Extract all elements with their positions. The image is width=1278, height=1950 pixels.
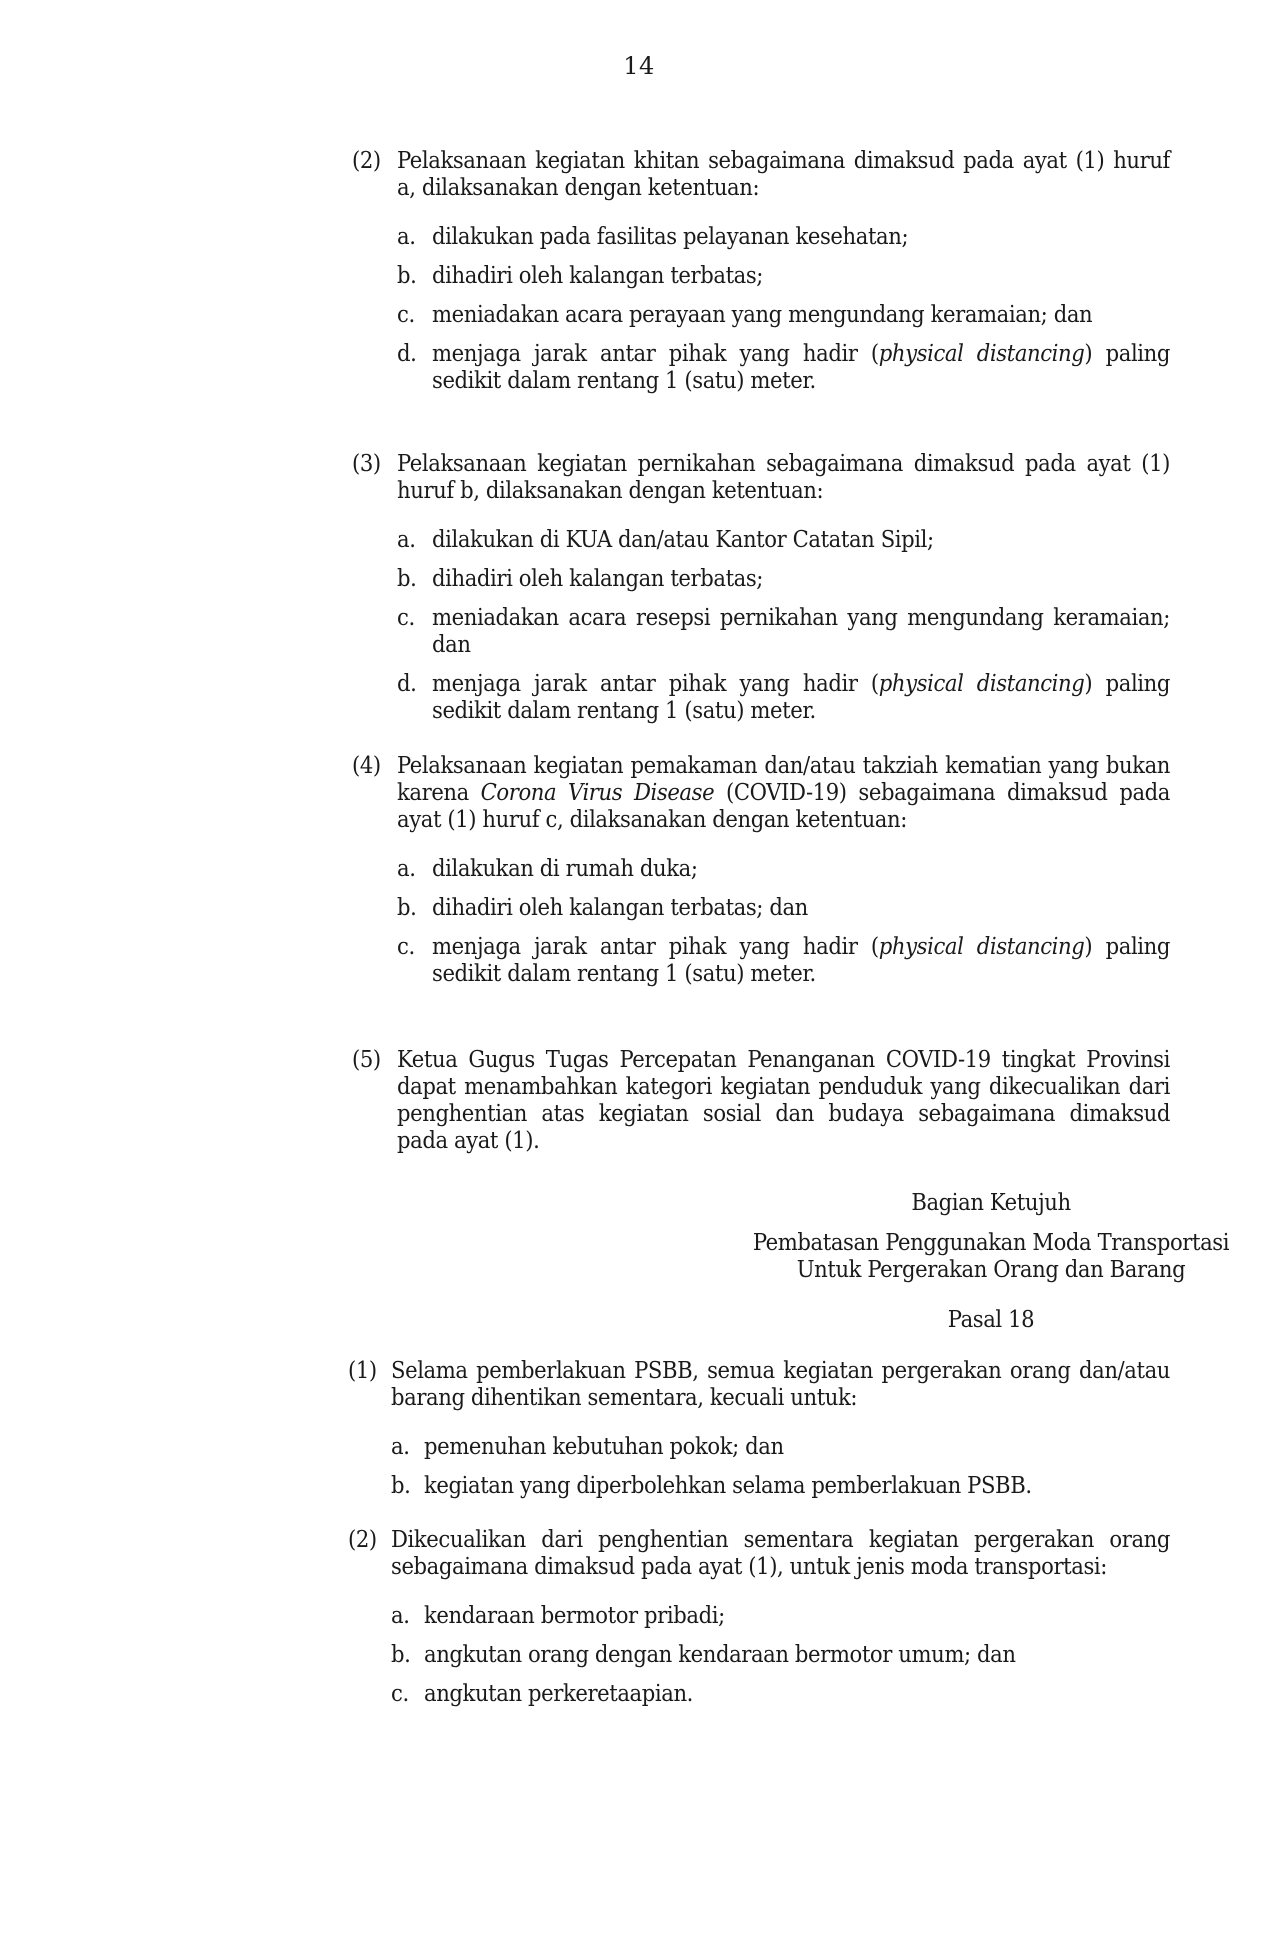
- item-text-part: menjaga jarak antar pihak yang hadir (: [432, 669, 879, 697]
- italic-term: physical distancing: [878, 932, 1085, 960]
- part-title-line-2: Untuk Pergerakan Orang dan Barang: [796, 1255, 1186, 1283]
- list-item: [397, 340, 1170, 394]
- ayat-text: Pelaksanaan kegiatan pernikahan sebagaimana dimaksud pada ayat (1) huruf b, dilaksanakan dengan ketentuan:: [397, 449, 1170, 504]
- item-text-part: ) paling sedikit dalam rentang 1 (satu) meter.: [432, 669, 1171, 724]
- italic-term: Corona Virus Disease: [480, 778, 715, 806]
- list-item: [397, 301, 1170, 328]
- item-label: b.: [397, 893, 417, 921]
- item-text: angkutan orang dengan kendaraan bermotor umum; dan: [424, 1640, 1016, 1668]
- section-heading: [352, 1189, 1278, 1333]
- item-list: [391, 1602, 1170, 1707]
- item-list: [397, 855, 1170, 987]
- list-item: [391, 1680, 1170, 1707]
- item-list: [397, 526, 1170, 724]
- item-label: a.: [397, 854, 416, 882]
- item-text: kendaraan bermotor pribadi;: [424, 1601, 725, 1629]
- ayat-number: (1): [348, 1356, 377, 1384]
- item-text: [432, 670, 1170, 724]
- item-text: meniadakan acara resepsi pernikahan yang mengundang keramaian; dan: [432, 603, 1170, 658]
- item-text: [432, 933, 1170, 987]
- list-item: [397, 604, 1170, 658]
- item-label: c.: [391, 1679, 409, 1707]
- ayat-4: [352, 752, 1170, 999]
- italic-term: physical distancing: [878, 669, 1085, 697]
- list-item: [391, 1433, 1170, 1460]
- item-text: dilakukan pada fasilitas pelayanan kesehatan;: [432, 222, 909, 250]
- item-text-part: ) paling sedikit dalam rentang 1 (satu) meter.: [432, 932, 1171, 987]
- item-text: angkutan perkeretaapian.: [424, 1679, 693, 1707]
- item-label: a.: [391, 1432, 410, 1460]
- item-label: b.: [391, 1471, 411, 1499]
- item-label: b.: [391, 1640, 411, 1668]
- item-text-part: menjaga jarak antar pihak yang hadir (: [432, 339, 879, 367]
- ayat-number: (2): [348, 1525, 377, 1553]
- ayat-text-part: (COVID-19) sebagaimana dimaksud pada ayat (1) huruf c, dilaksanakan dengan ketentuan:: [397, 778, 1171, 833]
- item-label: a.: [397, 222, 416, 250]
- ayat-5: [352, 1046, 1170, 1154]
- list-item: [397, 670, 1170, 724]
- ayat-2: [352, 147, 1170, 406]
- item-text: pemenuhan kebutuhan pokok; dan: [424, 1432, 784, 1460]
- ayat-text: [397, 752, 1170, 833]
- item-label: a.: [391, 1601, 410, 1629]
- item-text: dilakukan di rumah duka;: [432, 854, 698, 882]
- list-item: [397, 223, 1170, 250]
- item-list: [391, 1433, 1170, 1499]
- list-item: [397, 894, 1170, 921]
- item-text-part: ) paling sedikit dalam rentang 1 (satu) meter.: [432, 339, 1171, 394]
- ayat-number: (3): [352, 449, 381, 477]
- item-text-part: menjaga jarak antar pihak yang hadir (: [432, 932, 879, 960]
- pasal-18-ayat-2: [348, 1526, 1170, 1719]
- italic-term: physical distancing: [878, 339, 1085, 367]
- ayat-3: [352, 450, 1170, 736]
- item-text: dihadiri oleh kalangan terbatas;: [432, 564, 764, 592]
- item-label: d.: [397, 339, 417, 367]
- item-text: dilakukan di KUA dan/atau Kantor Catatan Sipil;: [432, 525, 934, 553]
- item-label: b.: [397, 261, 417, 289]
- list-item: [397, 565, 1170, 592]
- item-text: dihadiri oleh kalangan terbatas; dan: [432, 893, 808, 921]
- item-text: [432, 340, 1170, 394]
- part-title-line-1: Pembatasan Penggunakan Moda Transportasi: [752, 1228, 1230, 1256]
- item-text: dihadiri oleh kalangan terbatas;: [432, 261, 764, 289]
- ayat-text: Pelaksanaan kegiatan khitan sebagaimana dimaksud pada ayat (1) huruf a, dilaksanakan dengan ketentuan:: [397, 146, 1170, 201]
- item-label: c.: [397, 932, 415, 960]
- item-label: c.: [397, 300, 415, 328]
- item-list: [397, 223, 1170, 394]
- list-item: [391, 1472, 1170, 1499]
- page-number: 14: [623, 52, 655, 80]
- pasal-18-ayat-1: [348, 1357, 1170, 1511]
- list-item: [391, 1641, 1170, 1668]
- ayat-number: (2): [352, 146, 381, 174]
- ayat-text: Dikecualikan dari penghentian sementara kegiatan pergerakan orang sebagaimana dimaksud pada ayat (1), untuk jenis moda transportasi:: [391, 1525, 1170, 1580]
- item-label: d.: [397, 669, 417, 697]
- ayat-number: (5): [352, 1045, 381, 1073]
- item-label: a.: [397, 525, 416, 553]
- list-item: [397, 262, 1170, 289]
- item-label: b.: [397, 564, 417, 592]
- list-item: [397, 855, 1170, 882]
- item-text: kegiatan yang diperbolehkan selama pemberlakuan PSBB.: [424, 1471, 1032, 1499]
- ayat-number: (4): [352, 751, 381, 779]
- item-text: meniadakan acara perayaan yang mengundang keramaian; dan: [432, 300, 1093, 328]
- list-item: [391, 1602, 1170, 1629]
- item-label: c.: [397, 603, 415, 631]
- ayat-text: Selama pemberlakuan PSBB, semua kegiatan pergerakan orang dan/atau barang dihentikan sementara, kecuali untuk:: [391, 1356, 1170, 1411]
- article-heading: Pasal 18: [947, 1305, 1035, 1333]
- part-heading: Bagian Ketujuh: [911, 1188, 1071, 1216]
- list-item: [397, 526, 1170, 553]
- ayat-text: Ketua Gugus Tugas Percepatan Penanganan COVID-19 tingkat Provinsi dapat menambahkan kategori kegiatan penduduk yang dikecualikan dari penghentian atas kegiatan sosial dan budaya sebagaimana dimaksud pada ayat (1).: [397, 1045, 1170, 1154]
- list-item: [397, 933, 1170, 987]
- ayat-text-part: Pelaksanaan kegiatan pemakaman dan/atau takziah kematian yang bukan karena: [397, 751, 1170, 806]
